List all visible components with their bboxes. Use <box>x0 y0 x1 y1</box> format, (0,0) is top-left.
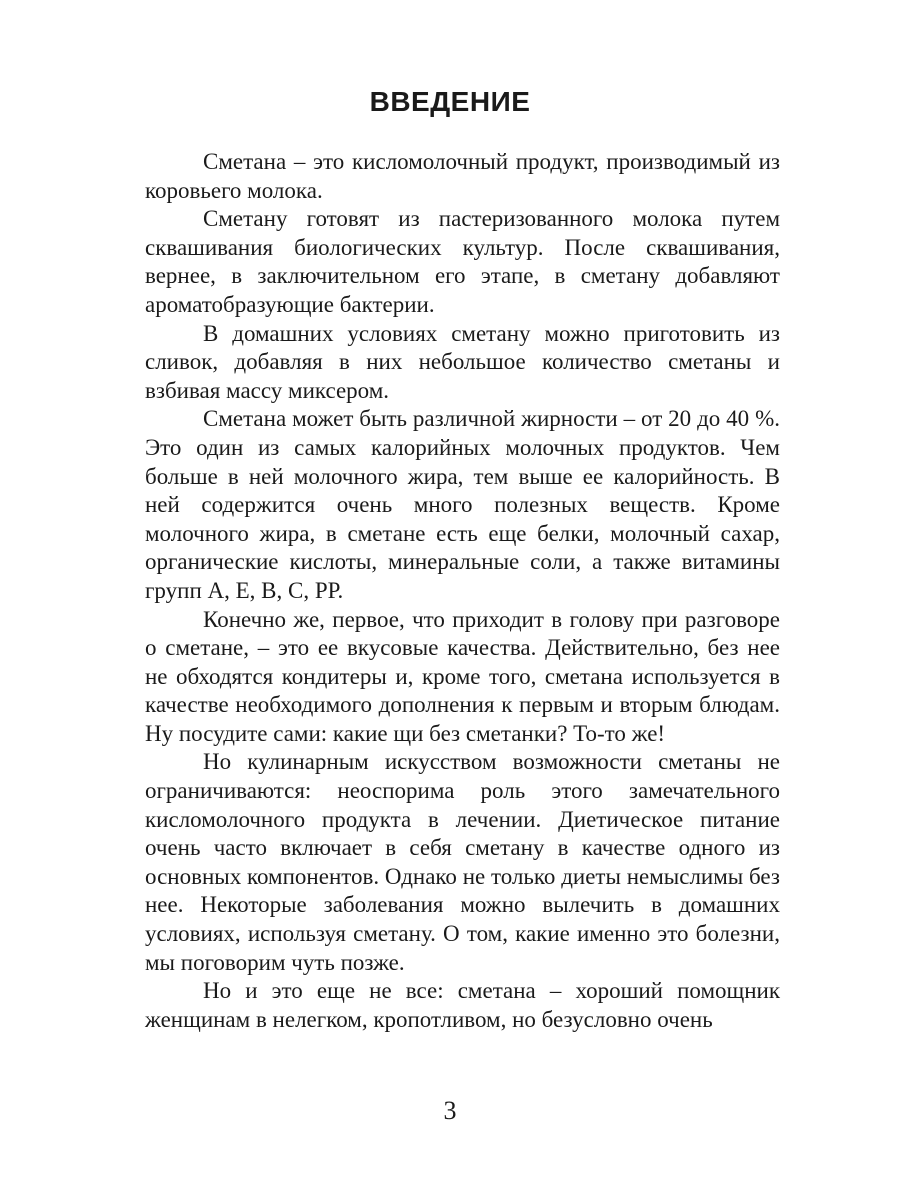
paragraph: Конечно же, первое, что приходит в голову при разговоре о сметане, – это ее вкусовые качества. Действительно, без нее не обходятся кондитеры и, кроме того, сметана используется в качестве необходимого дополнения к первым и вторым блюдам. Ну посудите сами: какие щи без сметанки? То-то же! <box>145 606 780 746</box>
paragraph: Но кулинарным искусством возможности сметаны не ограничиваются: неоспорима роль этого замечательного кисломолочного продукта в лечении. Диетическое питание очень часто включает в себя сметану в качестве одного из основных компонентов. Однако не только диеты немыслимы без нее. Некоторые заболевания можно вылечить в домашних условиях, используя сметану. О том, какие именно это болезни, мы поговорим чуть позже. <box>145 749 780 975</box>
body-text <box>145 148 780 1034</box>
page-number: 3 <box>443 1096 457 1125</box>
paragraph: Сметана – это кисломолочный продукт, производимый из коровьего молока. <box>145 149 780 203</box>
chapter-heading: ВВЕДЕНИЕ <box>369 86 531 117</box>
paragraph: Сметана может быть различной жирности – от 20 до 40 %. Это один из самых калорийных молочных продуктов. Чем больше в ней молочного жира, тем выше ее калорийность. В ней содержится очень много полезных веществ. Кроме молочного жира, в сметане есть еще белки, молочный сахар, органические кислоты, минеральные соли, а также витамины групп А, Е, В, С, РР. <box>145 406 780 603</box>
paragraph: Сметану готовят из пастеризованного молока путем сквашивания биологических культур. После сквашивания, вернее, в заключительном его этапе, в сметану добавляют ароматобразующие бактерии. <box>145 206 780 317</box>
paragraph: Но и это еще не все: сметана – хороший помощник женщинам в нелегком, кропотливом, но безусловно очень <box>145 978 780 1032</box>
paragraph: В домашних условиях сметану можно приготовить из сливок, добавляя в них небольшое количество сметаны и взбивая массу миксером. <box>145 320 780 403</box>
